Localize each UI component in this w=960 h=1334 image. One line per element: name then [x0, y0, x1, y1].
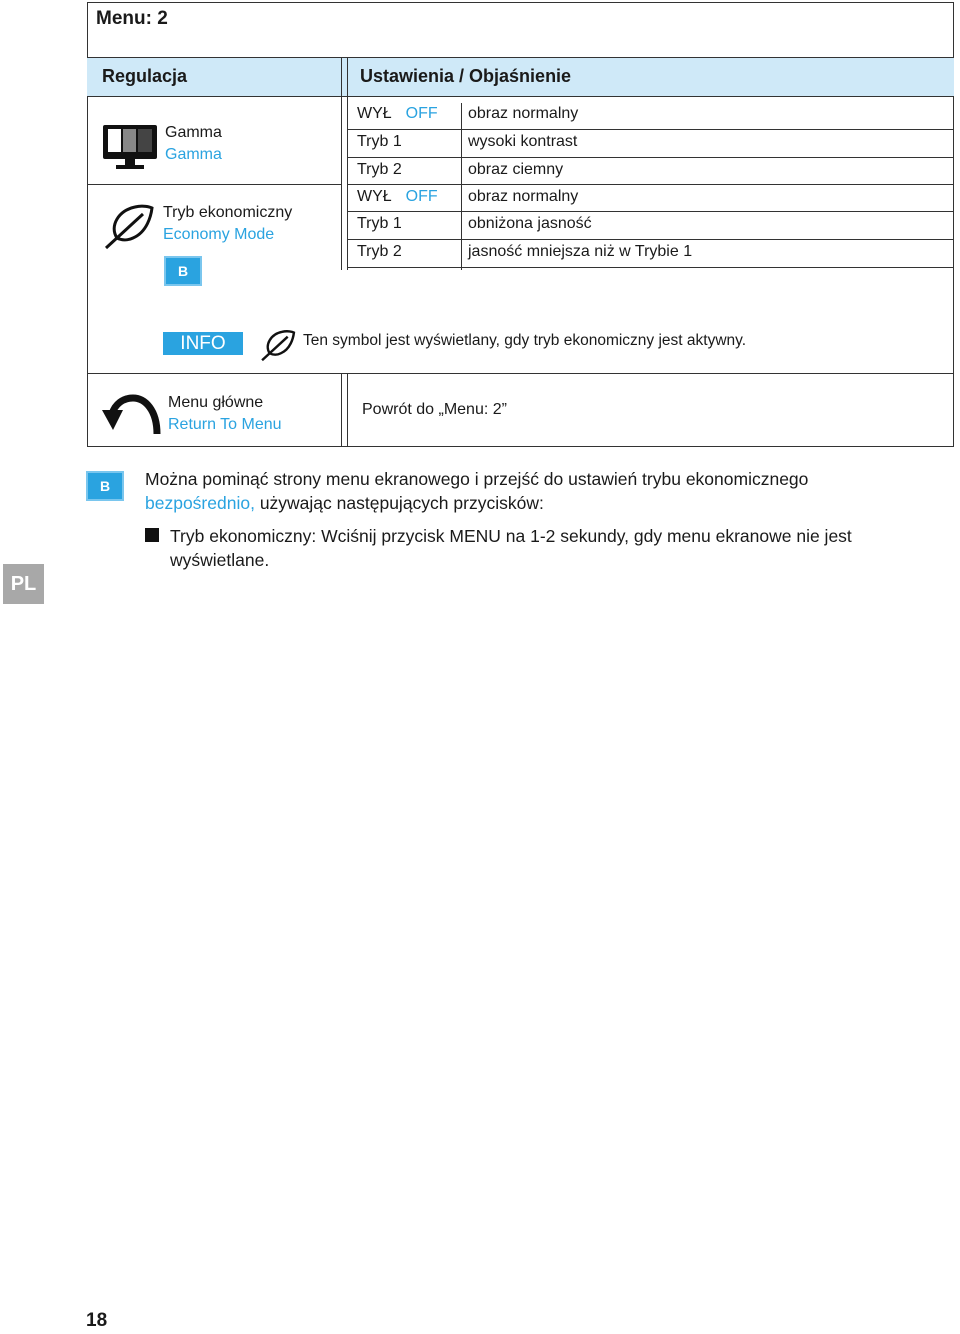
gamma-label-pl: Gamma: [165, 124, 222, 141]
note-badge-b: B: [86, 471, 124, 501]
setting-pl: Tryb 2: [357, 161, 402, 178]
info-text: Ten symbol jest wyświetlany, gdy tryb ekonomiczny jest aktywny.: [303, 332, 747, 349]
row-divider: [347, 157, 954, 158]
language-tab: PL: [3, 564, 44, 604]
setting-value: [357, 215, 416, 233]
column-divider: [341, 374, 342, 447]
setting-value: [357, 188, 438, 206]
column-divider: [347, 374, 348, 447]
setting-explanation: obniżona jasność: [468, 215, 592, 232]
bullet-text: [170, 524, 950, 572]
setting-value: [357, 161, 416, 179]
row-divider: [87, 184, 341, 185]
setting-pl: Tryb 1: [357, 133, 402, 150]
return-label: [168, 392, 282, 436]
setting-pl: WYŁ: [357, 188, 392, 205]
row-divider: [347, 129, 954, 130]
page-number: 18: [86, 1310, 108, 1331]
monitor-icon: [101, 123, 159, 170]
header-ustawienia: Ustawienia / Objaśnienie: [360, 66, 572, 86]
setting-pl: WYŁ: [357, 105, 392, 122]
row-divider: [87, 373, 954, 374]
setting-pl: Tryb 2: [357, 243, 402, 260]
setting-value: [357, 105, 438, 123]
gamma-label-en: Gamma: [165, 146, 222, 163]
info-badge: INFO: [163, 332, 243, 355]
setting-explanation: obraz normalny: [468, 105, 579, 122]
gamma-label: [165, 122, 222, 166]
note-text: [145, 467, 945, 515]
setting-value: [357, 243, 416, 261]
return-label-pl: Menu główne: [168, 394, 264, 411]
leaf-icon: [103, 202, 155, 250]
note-text-rest: używając następujących przycisków:: [254, 493, 544, 513]
note-text-blue: bezpośrednio,: [145, 493, 255, 513]
row-divider: [347, 211, 954, 212]
economy-label-pl: Tryb ekonomiczny: [163, 204, 293, 221]
column-divider: [341, 57, 342, 270]
row-divider: [347, 267, 954, 268]
setting-explanation: obraz ciemny: [468, 161, 564, 178]
return-arrow-icon: [101, 390, 161, 438]
row-divider: [347, 239, 954, 240]
bullet-text-line2: wyświetlane.: [170, 550, 270, 570]
note-text-line2: [145, 491, 945, 515]
economy-badge-b: B: [164, 256, 202, 286]
leaf-icon: [260, 328, 296, 362]
bullet-text-line1: Tryb ekonomiczny: Wciśnij przycisk MENU na 1-2 sekundy, gdy menu ekranowe nie jest: [170, 526, 852, 546]
menu-title: Menu: 2: [96, 8, 168, 29]
setting-en: OFF: [405, 188, 438, 205]
economy-label: [163, 202, 292, 246]
economy-label-en: Economy Mode: [163, 226, 275, 243]
row-divider: [347, 184, 954, 185]
return-label-en: Return To Menu: [168, 416, 282, 433]
setting-explanation: wysoki kontrast: [468, 133, 578, 150]
return-explanation: Powrót do „Menu: 2”: [362, 401, 507, 418]
setting-pl: Tryb 1: [357, 215, 402, 232]
header-regulacja: Regulacja: [102, 66, 188, 86]
bullet-square-icon: [145, 528, 159, 542]
note-text-line1: Można pominąć strony menu ekranowego i przejść do ustawień trybu ekonomicznego: [145, 469, 809, 489]
setting-value: [357, 133, 416, 151]
setting-explanation: jasność mniejsza niż w Trybie 1: [468, 243, 693, 260]
setting-en: OFF: [405, 105, 438, 122]
setting-explanation: obraz normalny: [468, 188, 579, 205]
